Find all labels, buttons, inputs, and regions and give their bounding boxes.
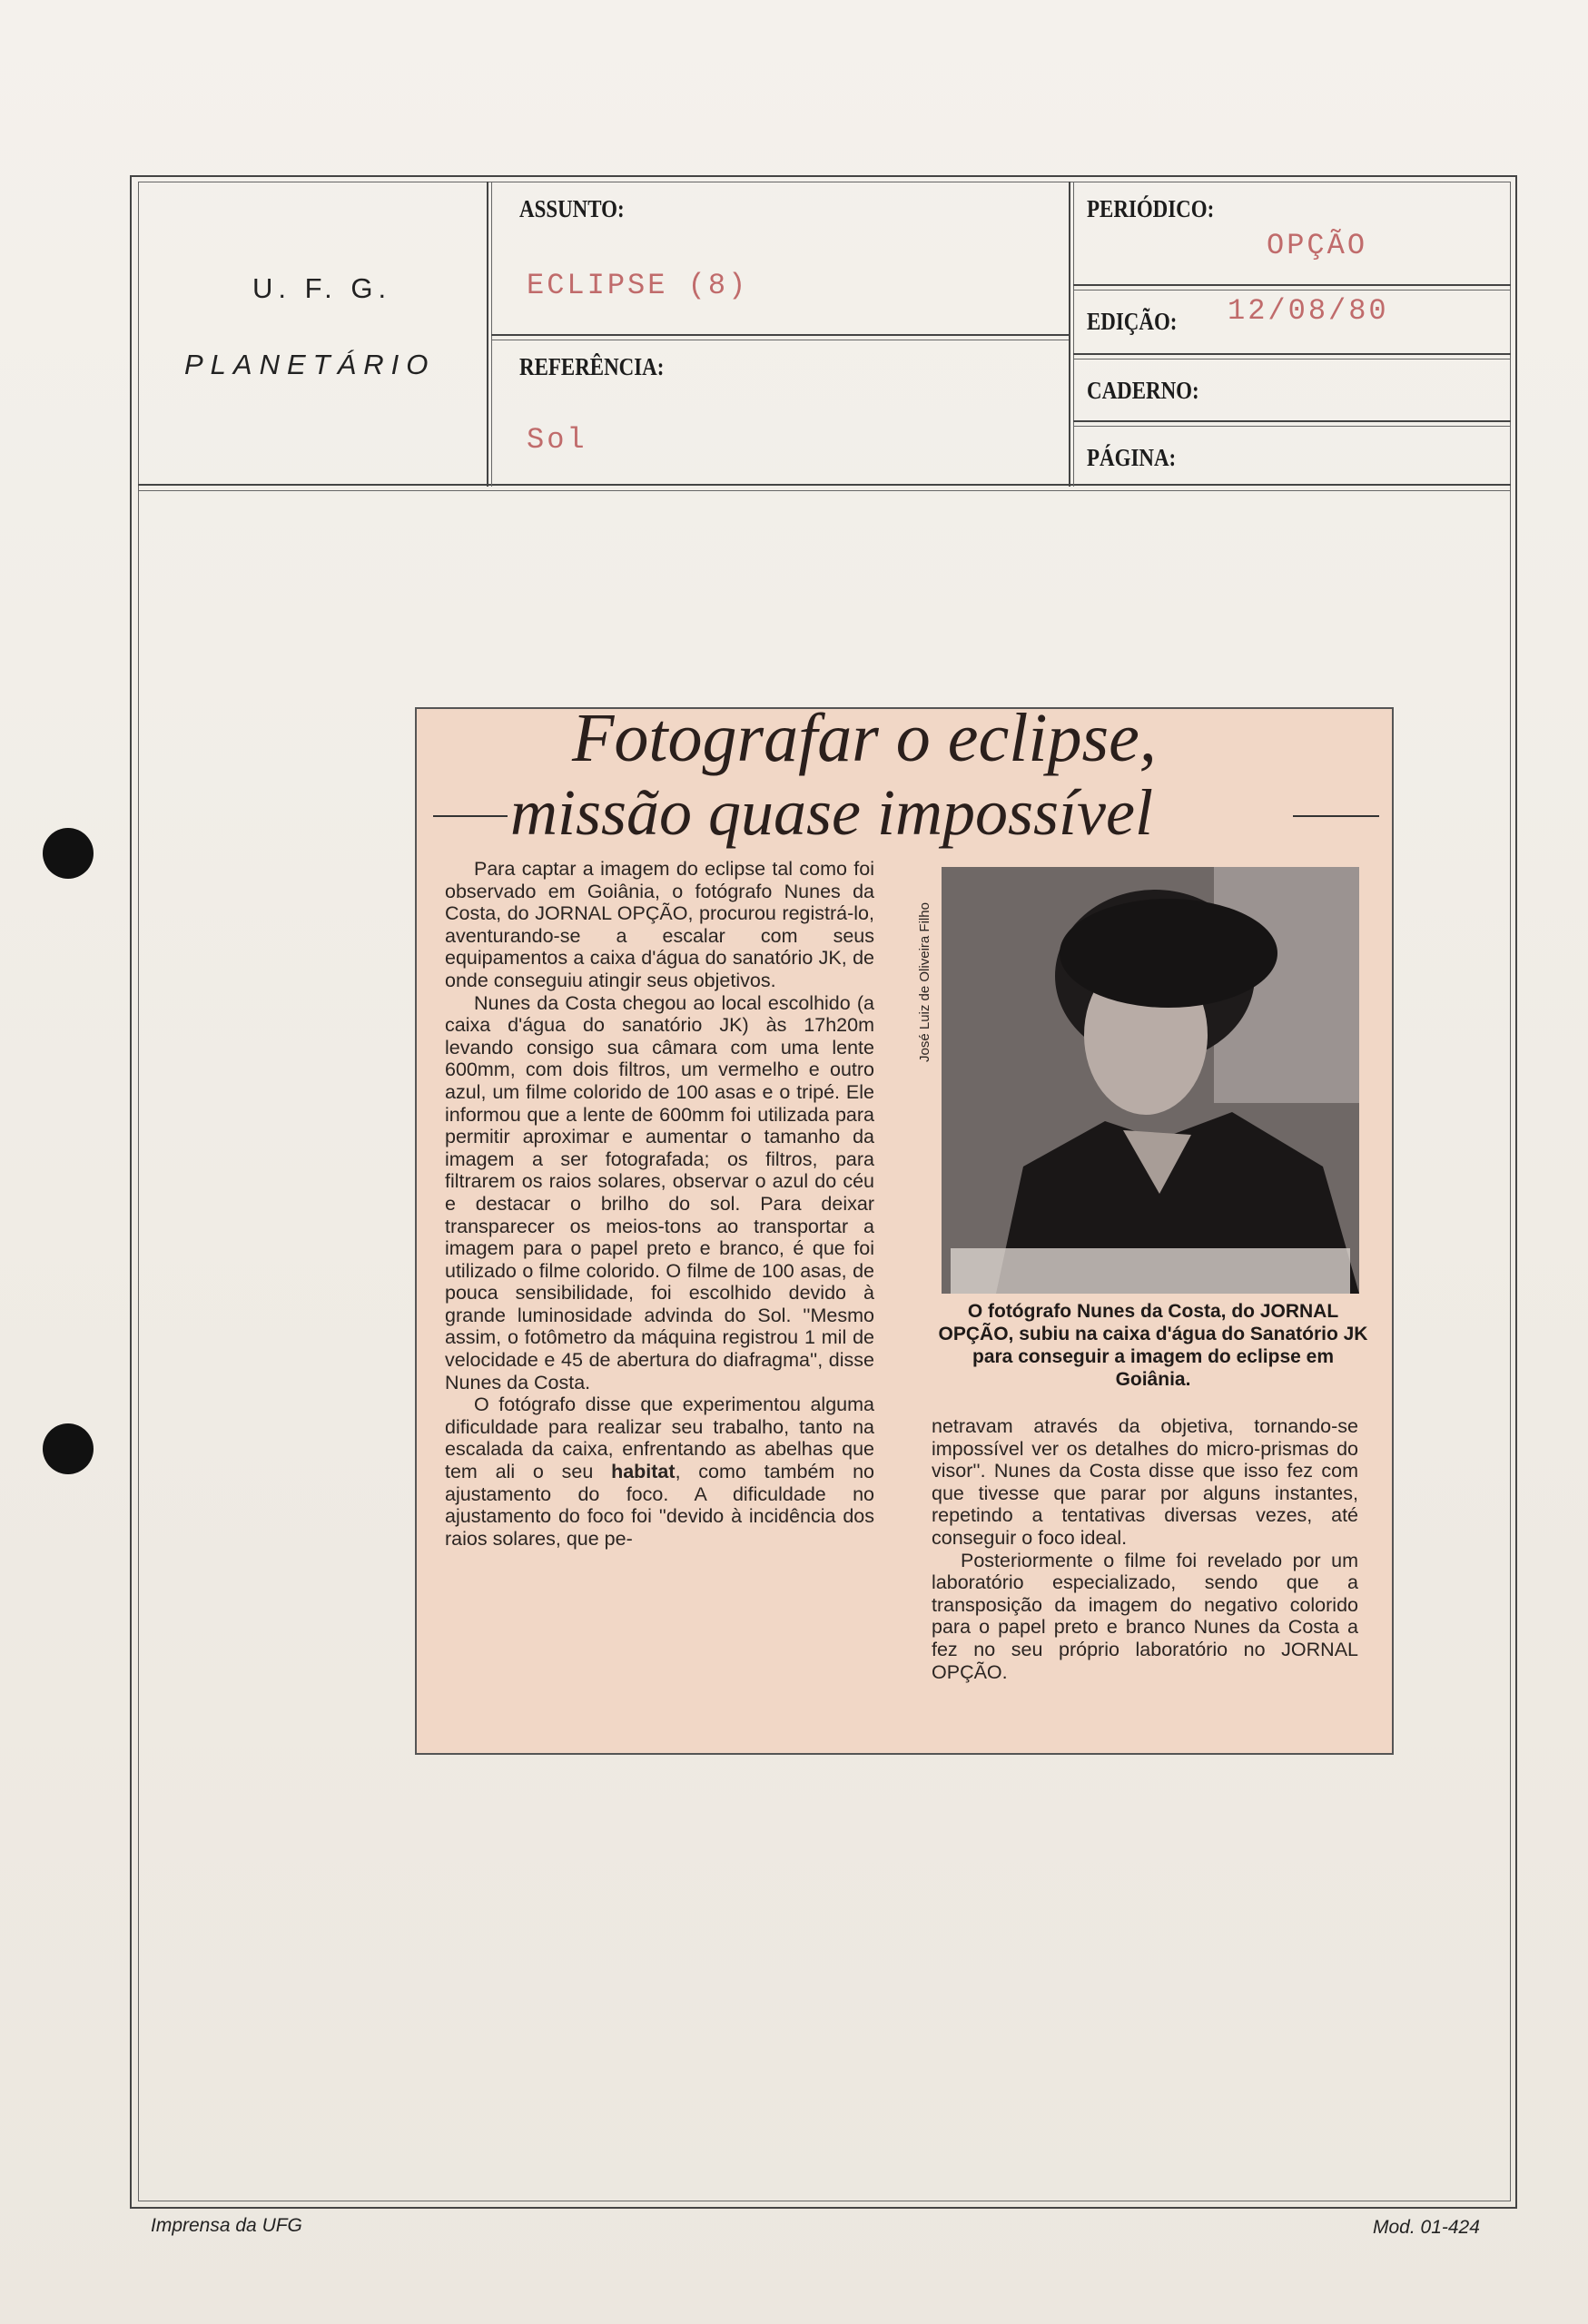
referencia-label: REFERÊNCIA: <box>519 353 665 380</box>
headline-line-2: missão quase impossível <box>510 776 1153 849</box>
article-paragraph-4: netravam através da objetiva, tornando-se impossível ver os detalhes do micro-prismas do visor''. Nunes da Costa disse que isso fez com que tivesse que parar por alguns instantes, repetindo a tentativas diversas vezes, até conseguir o foco ideal. <box>932 1415 1358 1549</box>
assunto-divider <box>491 334 1069 336</box>
headline-rule-left <box>433 815 508 817</box>
punch-hole-top <box>43 828 94 879</box>
pagina-label: PÁGINA: <box>1087 444 1177 471</box>
edicao-divider <box>1073 353 1511 355</box>
periodico-label: PERIÓDICO: <box>1087 195 1215 222</box>
header-divider-1 <box>487 182 488 487</box>
article-column-2 <box>932 1415 1358 1683</box>
article-paragraph-2: Nunes da Costa chegou ao local escolhido (a caixa d'água do sanatório JK) às 17h20m levando consigo sua câmara com uma lente 600mm, com dois filtros, um vermelho e outro azul, um filme colorido de 100 asas e o tripé. Ele informou que a lente de 600mm foi utilizada para permitir aproximar e aumentar o tamanho da imagem a ser fotografada; os filtros, para filtrarem os raios solares, observar o azul do céu e destacar o brilho do sol. Para deixar transparecer os meios-tons ao transportar a imagem para o papel preto e branco, é que foi utilizado o filme colorido. O filme de 100 asas, de pouca sensibilidade, foi escolhido devido à grande luminosidade advinda do Sol. ''Mesmo assim, o fotômetro da máquina registrou 1 mil de velocidade e 45 de abertura do diafragma'', disse Nunes da Costa. <box>445 991 874 1393</box>
headline-rule-right <box>1293 815 1379 817</box>
header-bottom-rule-2 <box>138 490 1511 491</box>
header-bottom-rule <box>138 484 1511 486</box>
org-name: U. F. G. <box>252 272 392 304</box>
periodico-divider <box>1073 284 1511 286</box>
caderno-divider <box>1073 420 1511 422</box>
caderno-label: CADERNO: <box>1087 377 1199 404</box>
referencia-value: Sol <box>527 423 587 457</box>
article-paragraph-3: O fotógrafo disse que experimentou alguma dificuldade para realizar seu trabalho, tanto na escalada da caixa, enfrentando as abelhas que tem ali o seu habitat, como também no ajustamento do foco. A dificuldade no ajustamento do foco foi ''devido à incidência dos raios solares, que pe- <box>445 1393 875 1550</box>
footer-model-number: Mod. 01-424 <box>1373 2217 1480 2238</box>
header-divider-2 <box>1069 182 1070 487</box>
article-paragraph-1: Para captar a imagem do eclipse tal como foi observado em Goiânia, o fotógrafo Nunes da Costa, do JORNAL OPÇÃO, procurou registrá-lo, aventurando-se a escalar com seus equipamentos a caixa d'água do sanatório JK, de onde conseguiu atingir seus objetivos. <box>445 858 874 991</box>
photo-credit: José Luiz de Oliveira Filho <box>917 902 932 1062</box>
photographer-portrait-image <box>942 867 1359 1294</box>
caderno-divider-2 <box>1073 426 1511 427</box>
edicao-label: EDIÇÃO: <box>1087 308 1178 335</box>
assunto-value: ECLIPSE (8) <box>527 269 749 302</box>
photographer-photo <box>942 867 1359 1294</box>
assunto-label: ASSUNTO: <box>519 195 625 222</box>
header-divider-2b <box>1073 182 1074 487</box>
edicao-value: 12/08/80 <box>1228 294 1389 328</box>
habitat-emphasis: habitat <box>611 1461 676 1483</box>
org-department: PLANETÁRIO <box>184 349 436 380</box>
article-paragraph-5: Posteriormente o filme foi revelado por um laboratório especializado, sendo que a transposição da imagem do negativo colorido para o papel preto e branco Nunes da Costa a fez no seu próprio laboratório no JORNAL OPÇÃO. <box>932 1549 1358 1683</box>
footer-printer: Imprensa da UFG <box>151 2215 302 2236</box>
headline-line-1: Fotografar o eclipse, <box>572 700 1157 776</box>
periodico-value: OPÇÃO <box>1267 229 1368 262</box>
article-column-1 <box>445 858 874 1550</box>
photo-caption: O fotógrafo Nunes da Costa, do JORNAL OPÇÃO, subiu na caixa d'água do Sanatório JK para conseguir a imagem do eclipse em Goiânia. <box>938 1301 1368 1390</box>
punch-hole-bottom <box>43 1423 94 1474</box>
